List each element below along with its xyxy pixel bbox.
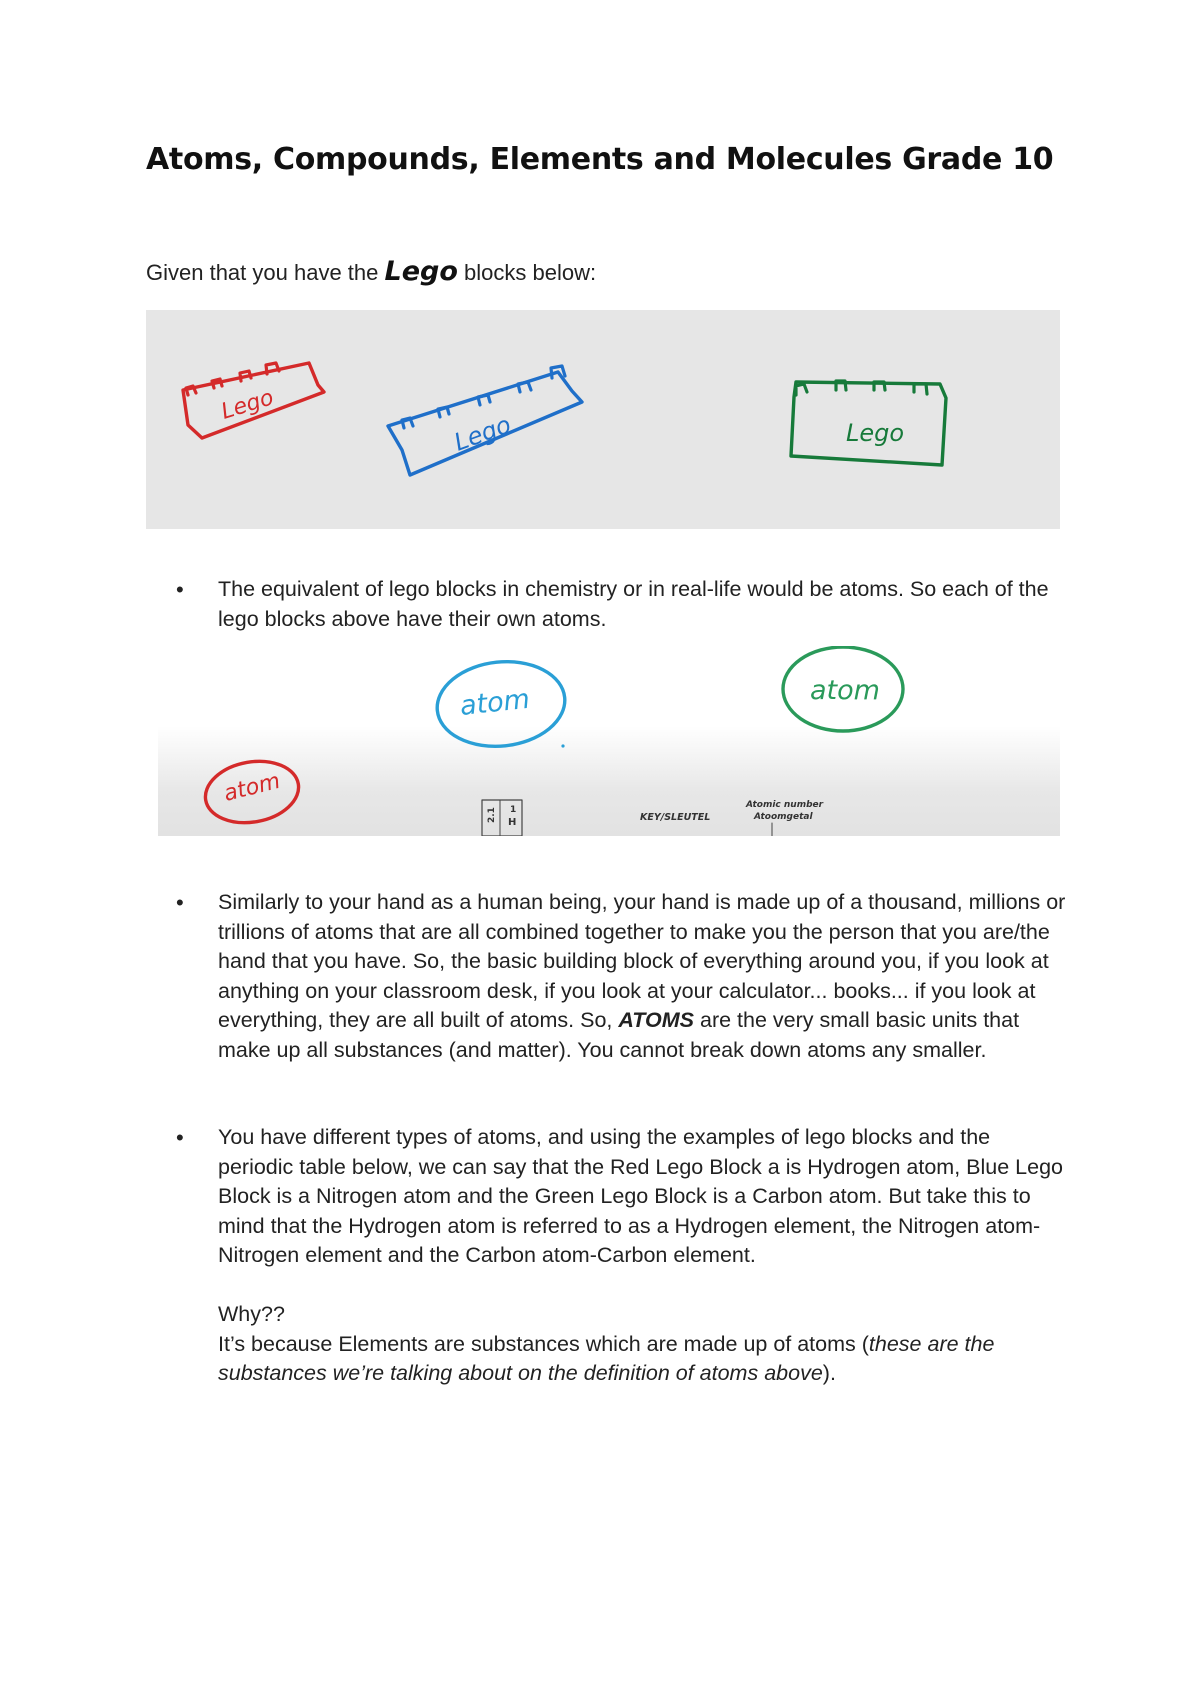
atomic-number-label: Atomic number — [746, 800, 824, 810]
atoms-figure — [158, 646, 1060, 836]
intro-lego-word: Lego — [384, 256, 458, 287]
bullet-marker: • — [176, 890, 184, 915]
blue-atom-label: atom — [458, 683, 532, 722]
because-before: It’s because Elements are substances which are made up of atoms ( — [218, 1331, 869, 1356]
because-italic: these are the substances we’re talking about on the definition of atoms above — [218, 1331, 995, 1385]
intro-before: Given that you have the — [146, 260, 379, 285]
blue-atom-circle — [433, 656, 569, 753]
intro-line — [146, 256, 596, 287]
why-question: Why?? — [218, 1302, 285, 1326]
green-atom-circle — [783, 647, 903, 731]
bullet-2-text — [218, 888, 1068, 1065]
red-atom-label: atom — [221, 768, 283, 807]
red-lego-label: Lego — [218, 385, 277, 425]
green-atom-label: atom — [810, 675, 880, 706]
red-lego-block — [183, 363, 324, 438]
bullet-marker: • — [176, 1125, 184, 1150]
atoms-bold-term: ATOMS — [618, 1008, 695, 1032]
bullet-2-after: are the very small basic units that make up all substances (and matter). You cannot break down atoms any smaller. — [218, 1008, 1020, 1062]
bullet-hand-atoms — [218, 888, 1068, 1065]
page-title: Atoms, Compounds, Elements and Molecules Grade 10 — [146, 142, 1054, 177]
cell-symbol: H — [508, 817, 517, 828]
green-lego-block — [791, 381, 946, 465]
bullet-3-text: You have different types of atoms, and using the examples of lego blocks and the periodic table below, we can say that the Red Lego Block a is Hydrogen atom, Blue Lego Block is a Nitrogen atom and the Green Lego Block is a Carbon atom. But take this to mind that the Hydrogen atom is referred to as a Hydrogen element, the Nitrogen atom-Nitrogen element and the Carbon atom-Carbon element. — [218, 1125, 1063, 1267]
bullet-2-before: Similarly to your hand as a human being, your hand is made up of a thousand, millions or trillions of atoms that are all combined together to make you the person that you are/the hand that you have. So, the basic building block of everything around you, if you look at anything on your classroom desk, if you look at your calculator... books... if you look at everything, they are all built of atoms. So, — [218, 890, 1066, 1032]
lego-blocks-figure — [146, 310, 1060, 529]
atomic-number-label-af: Atoomgetal — [754, 812, 813, 822]
bullet-lego-atoms — [218, 575, 1068, 634]
hydrogen-cell — [482, 800, 522, 836]
bullet-1-text: The equivalent of lego blocks in chemistry or in real-life would be atoms. So each of the lego blocks above have their own atoms. — [218, 577, 1049, 631]
red-atom-circle — [201, 754, 304, 829]
because-text — [218, 1330, 1068, 1389]
bullet-marker: • — [176, 577, 184, 602]
green-lego-label: Lego — [846, 419, 905, 447]
key-label: KEY/SLEUTEL — [640, 812, 711, 823]
cell-config: 2.1 — [487, 807, 497, 823]
intro-after: blocks below: — [464, 260, 597, 285]
because-after: ). — [822, 1361, 836, 1385]
bullet-types-of-atoms — [218, 1123, 1068, 1389]
blue-lego-label: Lego — [450, 410, 515, 457]
blue-lego-block — [388, 366, 582, 475]
cell-number: 1 — [510, 805, 517, 815]
